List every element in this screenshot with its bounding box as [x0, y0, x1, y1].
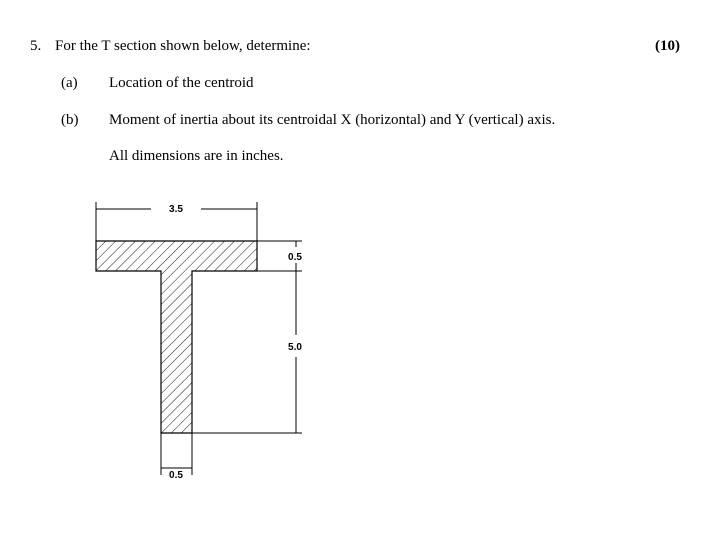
units-note: All dimensions are in inches. [109, 148, 284, 164]
t-section-shape [96, 241, 257, 433]
part-b-text: Moment of inertia about its centroidal X (horizontal) and Y (vertical) axis. [109, 112, 556, 128]
part-b-label: (b) [61, 112, 79, 128]
web-height-label: 5.0 [288, 342, 302, 353]
web-thickness-label: 0.5 [169, 470, 183, 481]
question-number: 5. [30, 38, 42, 54]
part-a-label: (a) [61, 75, 78, 91]
part-a-text: Location of the centroid [109, 75, 254, 91]
web-thickness-dimension [161, 433, 192, 475]
question-prompt: For the T section shown below, determine: [55, 38, 311, 54]
question-marks: (10) [655, 38, 680, 54]
flange-width-label: 3.5 [169, 204, 183, 215]
flange-thickness-label: 0.5 [288, 252, 302, 263]
